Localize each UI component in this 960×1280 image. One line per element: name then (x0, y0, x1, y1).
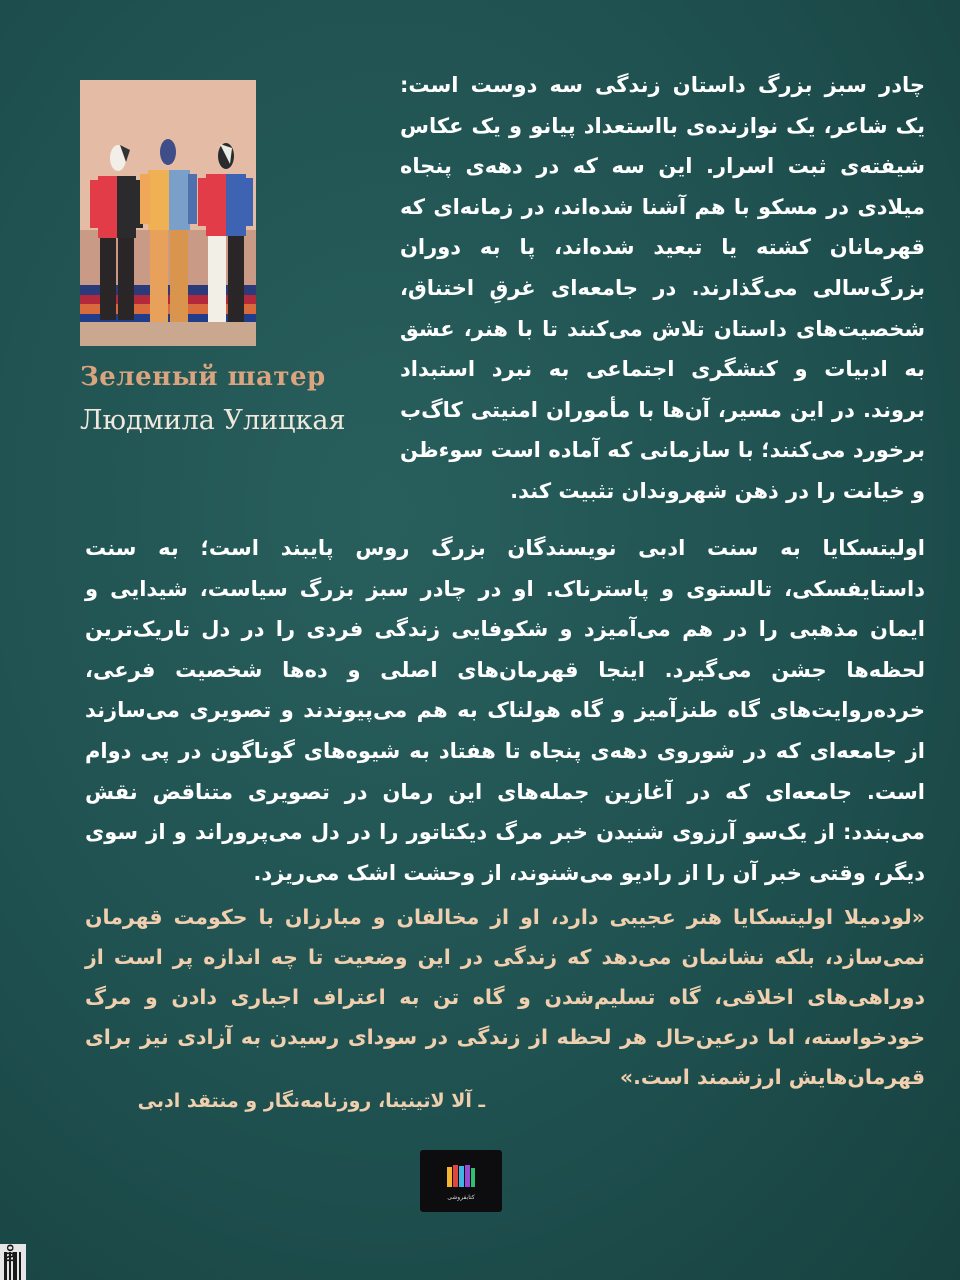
critic-quote: «لودمیلا اولیتسکایا هنر عجیبی دارد، او از مخالفان و مبارزان با حکومت قهرمان نمی‌سازد، بلکه نشانمان می‌دهد که زندگی در این وضعیت تا چه اندازه پر است از دوراهی‌های اخلاقی، گاه تسلیم‌شدن و گاه تن به اعتراف اجباری دادن و مرگ خودخواسته، اما درعین‌حال هر لحظه از زندگی در سودای رسیدن به آزادی نیز برای قهرمان‌هایش ارزشمند است.» (85, 905, 925, 1089)
synopsis-paragraph: چادر سبز بزرگ داستان زندگی سه دوست است: یک شاعر، یک نوازنده‌ی بااستعداد پیانو و یک عکاس شیفته‌ی ثبت اسرار. این سه که در دهه‌ی پنجاه میلادی در مسکو با هم آشنا شده‌اند، در زمانه‌ای که قهرمانان کشته یا تبعید شده‌اند، پا به دوران بزرگ‌سالی می‌گذارند. در جامعه‌ای غرقِ اختناق، شخصیت‌های داستان تلاش می‌کنند تا با هنر، عشق به ادبیات و کنشگری اجتماعی به نبرد استبداد بروند. در این مسیر، آن‌ها با مأموران امنیتی کاگ‌ب برخورد می‌کنند؛ با سازمانی که آماده است سوءظن و خیانت را در ذهن شهروندان تثبیت کند. (400, 73, 925, 503)
author-name-russian: Людмила Улицкая (80, 405, 346, 436)
barcode-fragment (0, 1244, 26, 1280)
publisher-logo-caption: کتابفروشی (447, 1194, 475, 1201)
publisher-logo (420, 1150, 502, 1212)
three-figures-painting (80, 80, 256, 346)
cover-painting (80, 80, 256, 346)
description-paragraph: اولیتسکایا به سنت ادبی نویسندگان بزرگ روس پایبند است؛ به سنت داستایفسکی، تالستوی و پاسترناک. او در چادر سبز بزرگ سیاست، شیدایی و ایمان مذهبی را در هم می‌آمیزد و شکوفایی زندگی فردی را در دل تاریک‌ترین لحظه‌ها جشن می‌گیرد. اینجا قهرمان‌های اصلی و ده‌ها شخصیت فرعی، خرده‌روایت‌های گاه طنزآمیز و گاه هولناک به هم می‌پیوندند و تصویری می‌سازند از جامعه‌ای که در شوروی دهه‌ی پنجاه تا هفتاد به شیوه‌های گوناگون در پی دوام است. جامعه‌ای که در آغازین جمله‌های این رمان در تصویری متناقض نقش می‌بندد: از یک‌سو آرزوی شنیدن خبر مرگ دیکتاتور را در دل می‌پروراند و از سوی دیگر، وقتی خبر آن را از رادیو می‌شنوند، از وحشت اشک می‌ریزد. (85, 536, 925, 885)
quote-attribution: ـ آلا لاتینینا، روزنامه‌نگار و منتقد ادبی (137, 1090, 485, 1112)
book-icon (445, 1163, 477, 1191)
book-title-russian: Зеленый шатер (80, 362, 326, 392)
